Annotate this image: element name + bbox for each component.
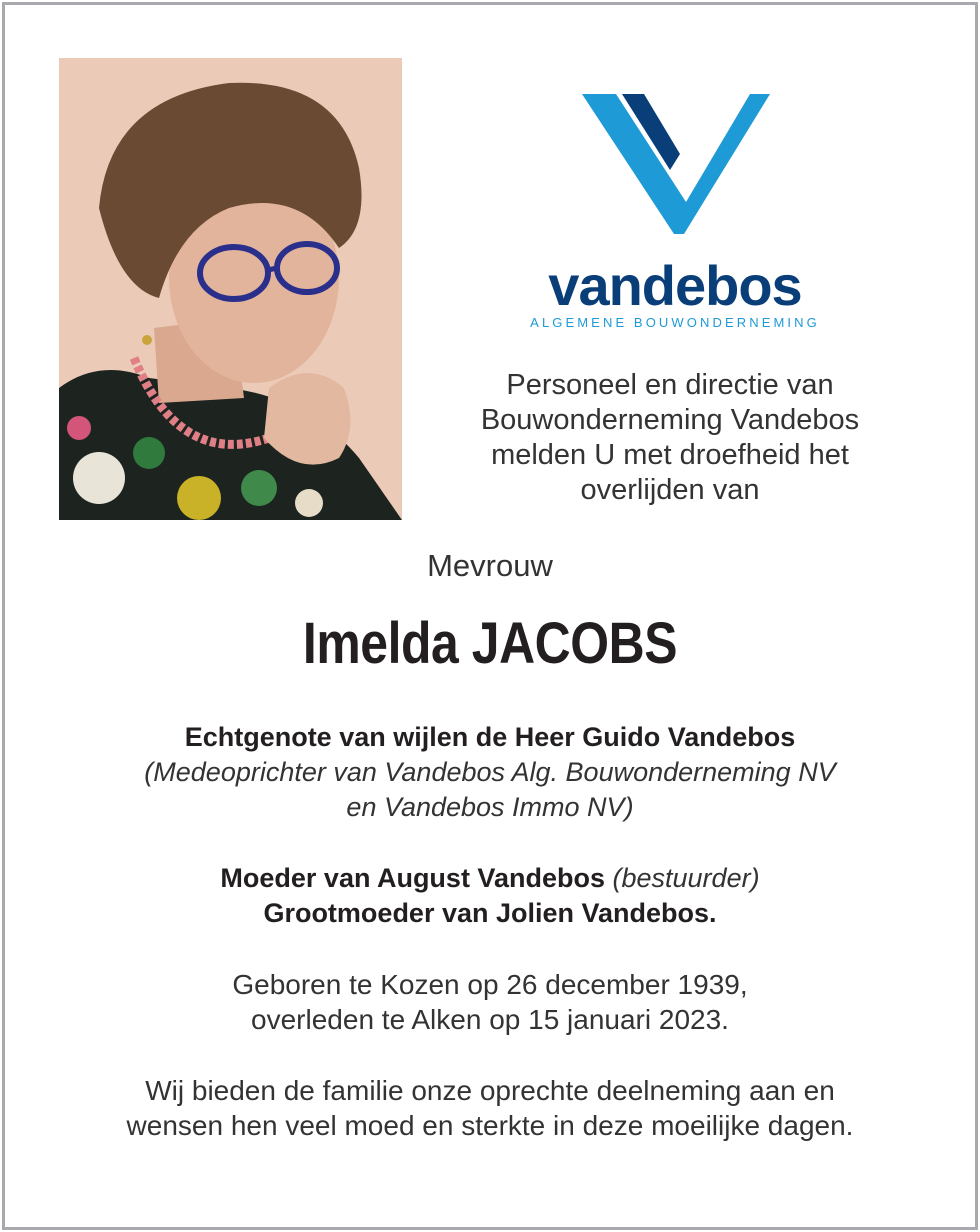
intro-line: Bouwonderneming Vandebos [480,404,860,436]
spouse-section [0,720,980,825]
died-line: overleden te Alken op 15 januari 2023. [251,1004,729,1035]
condolence-section [0,1073,980,1143]
vandebos-logo-mark-icon [582,92,770,237]
portrait-photo [59,58,402,520]
mother-note: (bestuurder) [612,863,760,893]
mother-line: Moeder van August Vandebos [220,863,605,893]
intro-line: melden U met droefheid het [491,439,849,471]
condolence-line: Wij bieden de familie onze oprechte deelneming aan en [145,1075,835,1106]
condolence-line: wensen hen veel moed en sterkte in deze moeilijke dagen. [126,1110,854,1141]
logo-wordmark: vandebos [548,254,802,317]
intro-text [440,368,900,508]
born-line: Geboren te Kozen op 26 december 1939, [232,969,748,1000]
deceased-name: Imelda JACOBS [302,611,678,676]
mother-row [0,861,980,896]
dates-section [0,967,980,1037]
spouse-note-line: en Vandebos Immo NV) [346,792,634,822]
intro-line: overlijden van [580,474,760,506]
spouse-note-line: (Medeoprichter van Vandebos Alg. Bouwonderneming NV [144,757,836,787]
grandmother-line: Grootmoeder van Jolien Vandebos. [263,898,717,928]
logo-tagline: ALGEMENE BOUWONDERNEMING [530,315,820,330]
family-section [0,861,980,931]
intro-line: Personeel en directie van [506,369,834,401]
salutation: Mevrouw [427,548,553,583]
company-logo [520,92,840,337]
spouse-line: Echtgenote van wijlen de Heer Guido Vandebos [184,722,796,752]
